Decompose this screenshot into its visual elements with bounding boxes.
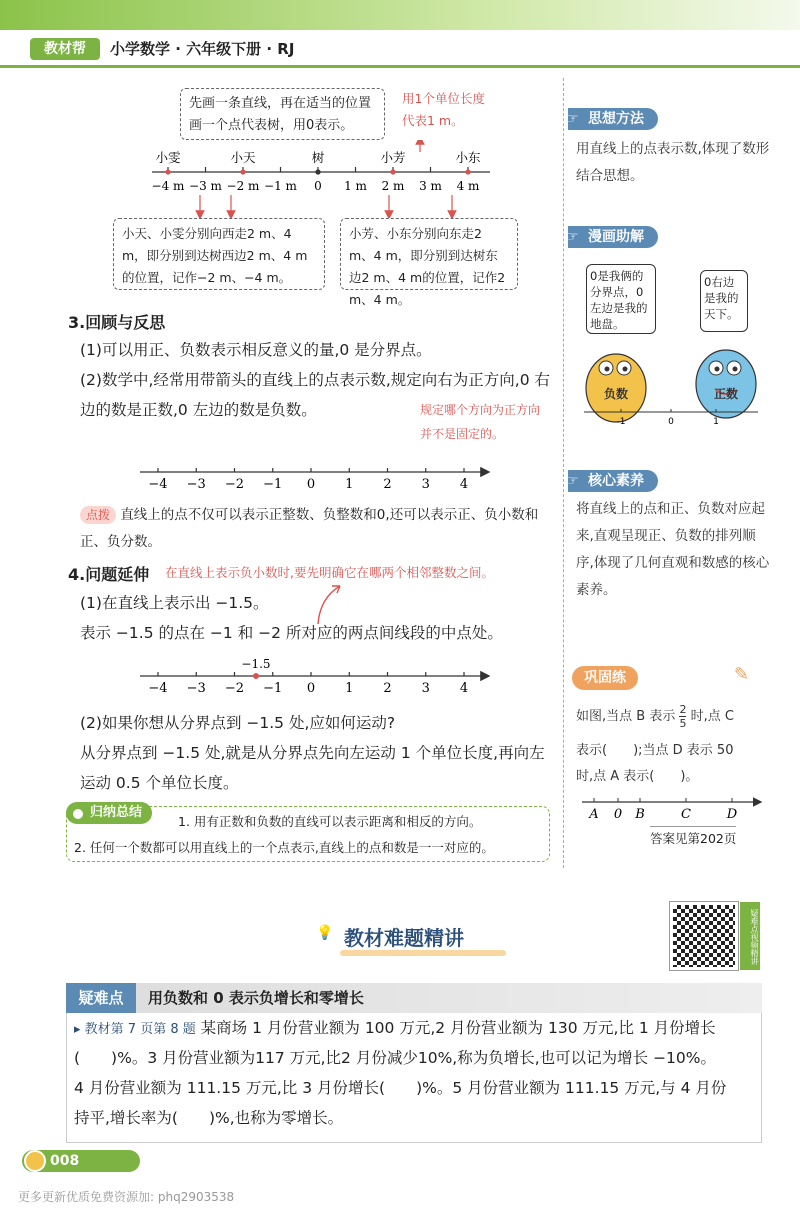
review-number-line — [140, 460, 500, 494]
qr-code[interactable] — [670, 902, 738, 970]
diagram-top-note: 先画一条直线，再在适当的位置画一个点代表树，用0表示。 — [180, 88, 385, 140]
diagram-number-line — [130, 140, 510, 220]
thinking-tag: 思想方法 — [568, 108, 658, 130]
diagram-unit-note: 用1个单位长度代表1 m。 — [402, 91, 485, 128]
diagram-person-label: 小雯 — [155, 150, 181, 165]
extension-q2: (2)如果你想从分界点到 −1.5 处,应如何运动? — [80, 714, 396, 732]
banner-underline — [340, 950, 506, 956]
practice-text-1: 如图,当点 B 表示 — [576, 709, 676, 724]
core-tag: 核心素养 — [568, 470, 658, 492]
diagram-person-label: 小芳 — [380, 150, 406, 165]
point-minus-1-5 — [253, 673, 259, 679]
extension-a2: 从分界点到 −1.5 处,就是从分界点先向左运动 1 个单位长度,再向左运动 0.5 个单位长度。 — [80, 744, 545, 792]
sidebar-divider — [563, 78, 564, 868]
practice-line1 — [576, 702, 776, 732]
practice-point-label: D — [726, 807, 738, 822]
diagram-tick-label: 3 m — [419, 179, 442, 193]
fraction-numerator: 2 — [679, 703, 687, 716]
diagram-point — [390, 169, 395, 174]
point-label: −1.5 — [241, 657, 271, 671]
diagram-right-note: 小芳、小东分别向东走2 m、4 m，即分别到达树东边2 m、4 m的位置，记作2 m、4 m。 — [340, 218, 518, 290]
axis-tick-label: 1 — [345, 681, 354, 696]
axis-tick-label: 0 — [306, 477, 316, 492]
comic-tick-label: 0 — [668, 417, 674, 427]
review-p2: (2)数学中,经常用带箭头的直线上的点表示数,规定向右为正方向,0 右边的数是正数,0 左边的数是负数。 — [80, 371, 551, 419]
hard-body-1 — [74, 1013, 764, 1045]
fraction-denominator: 5 — [679, 717, 687, 730]
axis-tick-label: −4 — [148, 477, 168, 492]
diagram-left-note: 小天、小雯分别向西走2 m、4 m，即分别到达树西边2 m、4 m的位置，记作−2 m、−4 m。 — [113, 218, 325, 290]
summary-tag: 归纳总结 — [66, 802, 152, 824]
hard-source: ▸ 教材第 7 页第 8 题 — [74, 1022, 196, 1037]
practice-point-label: C — [681, 807, 691, 822]
note-arrow — [310, 580, 350, 630]
practice-number-line — [582, 792, 772, 822]
difficulty-tag: 疑难点 — [66, 983, 136, 1013]
brand-logo: 教材帮 — [30, 38, 100, 60]
lightbulb-icon: 💡 — [316, 925, 334, 941]
axis-tick-label: 2 — [383, 681, 392, 696]
axis-tick-label: −3 — [186, 477, 206, 492]
diagram-person-label: 小天 — [230, 150, 256, 165]
diagram-tick-label: 1 m — [344, 179, 367, 193]
page-slogan: 上课认真听 下课练关键 — [50, 1174, 102, 1191]
diagram-tick-label: 0 — [314, 179, 322, 193]
review-title: 3.回顾与反思 — [68, 313, 166, 332]
diagram-point — [240, 169, 245, 174]
negative-label: 负数 — [603, 387, 629, 401]
diagram-point — [165, 169, 170, 174]
core-text: 将直线上的点和正、负数对应起来,直观呈现正、负数的排列顺序,体现了几何直观和数感的核心素养。 — [576, 501, 770, 598]
bubble-right: 0右边是我的天下。 — [700, 270, 748, 332]
practice-line3: 时,点 A 表示( )。 — [576, 769, 699, 784]
positive-character — [696, 350, 756, 418]
axis-tick-label: −3 — [186, 681, 206, 696]
extension-number-line — [140, 654, 500, 698]
diagram-tick-label: 4 m — [456, 179, 480, 193]
axis-tick-label: 1 — [345, 477, 354, 492]
practice-line2: 表示( );当点 D 表示 50 — [576, 743, 734, 758]
hard-body-2: ( )%。3 月份营业额为117 万元,比2 月份减少10%,称为负增长,也可以记为增长 −10%。 — [74, 1049, 717, 1067]
diagram-point — [315, 169, 320, 174]
hard-body-3: 4 月份营业额为 111.15 万元,比 3 月份增长( )%。5 月份营业额为 111.15 万元,与 4 月份 — [74, 1079, 727, 1097]
practice-point-label: A — [589, 807, 599, 822]
mascot-icon — [24, 1150, 46, 1172]
axis-tick-label: 4 — [459, 477, 469, 492]
diagram-tick-label: 2 m — [381, 179, 405, 193]
pointing-hand-icon: ☞ — [566, 473, 579, 489]
summary-s2: 2. 任何一个数都可以用直线上的一个点表示,直线上的点和数是一一对应的。 — [74, 840, 494, 855]
tip-badge: 点拨 — [80, 506, 116, 524]
hard-banner: 教材难题精讲 — [344, 926, 464, 950]
practice-point-label: B — [635, 807, 645, 822]
review-p1: (1)可以用正、负数表示相反意义的量,0 是分界点。 — [80, 341, 432, 359]
comic-tick-label: 1 — [713, 417, 719, 427]
diagram-point — [465, 169, 470, 174]
practice-point-label: 0 — [613, 807, 623, 822]
diagram-tick-label: −1 m — [264, 179, 297, 193]
qr-label: 疑难点视频精讲 — [740, 902, 760, 970]
axis-tick-label: 3 — [421, 681, 430, 696]
difficulty-topic: 用负数和 0 表示负增长和零增长 — [148, 989, 364, 1007]
pointing-hand-icon: ☞ — [566, 229, 579, 245]
watermark: 更多更新优质免费资源加: phq2903538 — [18, 1190, 235, 1204]
book-title: 小学数学 · 六年级下册 · RJ — [110, 40, 295, 58]
review-note: 规定哪个方向为正方向并不是固定的。 — [420, 403, 541, 441]
axis-tick-label: 0 — [306, 681, 316, 696]
comic-illustration — [576, 332, 766, 428]
pointing-hand-icon: ☞ — [566, 111, 579, 127]
page-number: 008 — [50, 1153, 80, 1169]
target-icon — [70, 806, 86, 822]
review-tip — [80, 502, 552, 556]
axis-tick-label: −1 — [263, 477, 283, 492]
axis-tick-label: 2 — [383, 477, 392, 492]
comic-tick-label: -1 — [616, 417, 626, 427]
tip-text: 直线上的点不仅可以表示正整数、负整数和0,还可以表示正、负小数和正、负分数。 — [80, 507, 539, 550]
practice-text-1b: 时,点 C — [690, 709, 734, 724]
axis-tick-label: −1 — [263, 681, 283, 696]
hard-body-1-text: 某商场 1 月份营业额为 100 万元,2 月份营业额为 130 万元,比 1 月份增长 — [200, 1019, 716, 1037]
answer-ref: 答案见第202页 — [650, 826, 736, 847]
extension-note: 在直线上表示负小数时,要先明确它在哪两个相邻整数之间。 — [165, 565, 494, 580]
summary-s1: 1. 用有正数和负数的直线可以表示距离和相反的方向。 — [178, 814, 482, 829]
axis-tick-label: −2 — [224, 681, 245, 696]
diagram-tick-label: −4 m — [151, 179, 185, 193]
axis-tick-label: 3 — [421, 477, 430, 492]
thinking-text: 用直线上的点表示数,体现了数形结合思想。 — [576, 141, 770, 184]
positive-label: 正数 — [713, 387, 739, 401]
axis-tick-label: −2 — [224, 477, 245, 492]
diagram-person-label: 树 — [311, 150, 325, 165]
diagram-person-label: 小东 — [455, 150, 481, 165]
fraction — [679, 703, 686, 730]
diagram-tick-label: −2 m — [226, 179, 260, 193]
axis-tick-label: 4 — [459, 681, 469, 696]
header-band — [0, 0, 800, 30]
bubble-left: 0是我俩的分界点，0左边是我的地盘。 — [586, 264, 656, 334]
comic-tag: 漫画助解 — [568, 226, 658, 248]
practice-tag: 巩固练 — [572, 666, 638, 690]
pencil-icon: ✎ — [734, 664, 750, 685]
extension-a1: 表示 −1.5 的点在 −1 和 −2 所对应的两点间线段的中点处。 — [80, 624, 503, 642]
hard-body-4: 持平,增长率为( )%,也称为零增长。 — [74, 1109, 344, 1127]
axis-tick-label: −4 — [148, 681, 168, 696]
extension-title: 4.问题延伸 — [68, 565, 150, 584]
diagram-tick-label: −3 m — [189, 179, 222, 193]
extension-q1: (1)在直线上表示出 −1.5。 — [80, 594, 269, 612]
